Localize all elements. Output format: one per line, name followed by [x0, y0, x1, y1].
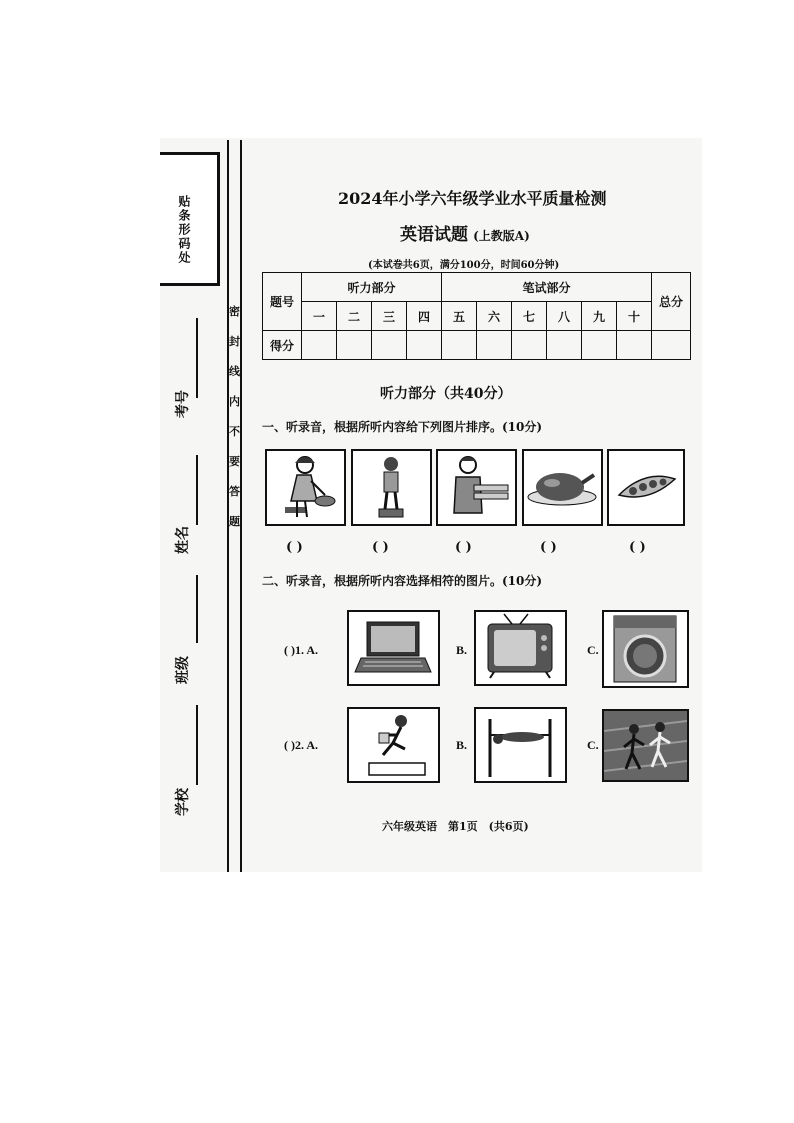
q2-item1-option-a-laptop[interactable]	[347, 610, 440, 686]
score-cell[interactable]	[547, 331, 582, 360]
field-label-school: 学校	[175, 788, 191, 816]
exam-title: 2024年小学六年级学业水平质量检测	[338, 189, 607, 208]
q2-item1-option-b-television[interactable]	[474, 610, 567, 686]
row-header: 题号	[263, 273, 302, 331]
score-cell[interactable]	[337, 331, 372, 360]
q1-image-man-with-sword	[436, 449, 517, 526]
col-9: 九	[582, 302, 617, 331]
score-cell[interactable]	[302, 331, 337, 360]
q2-item1-option-b-label: B.	[456, 643, 468, 657]
edition-label: (上教版A)	[473, 229, 530, 243]
q2-item2-option-c-running-race[interactable]	[602, 709, 689, 782]
q2-item2-option-a-long-jump[interactable]	[347, 707, 440, 783]
field-line-name	[196, 455, 198, 525]
q1-image-boy-on-scale	[351, 449, 432, 526]
field-line-id	[196, 318, 198, 398]
q1-answer-4[interactable]: ( )	[540, 540, 557, 555]
score-cell[interactable]	[372, 331, 407, 360]
q1-image-roast-chicken	[522, 449, 603, 526]
barcode-label: 贴条形码处	[177, 195, 191, 265]
field-label-name: 姓名	[175, 526, 191, 554]
writing-header: 笔试部分	[442, 273, 652, 302]
total-score-cell[interactable]	[652, 331, 691, 360]
q1-image-girl-washing	[265, 449, 346, 526]
field-line-class	[196, 575, 198, 643]
score-cell[interactable]	[477, 331, 512, 360]
binding-line-right	[240, 140, 242, 872]
q2-item2-option-c-label: C.	[587, 738, 599, 752]
score-cell[interactable]	[582, 331, 617, 360]
field-label-id: 考号	[175, 390, 191, 418]
exam-subtitle	[400, 220, 530, 245]
score-cell[interactable]	[442, 331, 477, 360]
q2-item2-option-b-label: B.	[456, 738, 468, 752]
col-6: 六	[477, 302, 512, 331]
col-8: 八	[547, 302, 582, 331]
q1-image-pea-pod	[607, 449, 685, 526]
score-table	[262, 272, 691, 360]
col-3: 三	[372, 302, 407, 331]
score-cell[interactable]	[617, 331, 652, 360]
q1-answer-2[interactable]: ( )	[372, 540, 389, 555]
question-1-instruction: 一、听录音，根据所听内容给下列图片排序。(10分)	[262, 420, 543, 434]
col-4: 四	[407, 302, 442, 331]
q2-item1-option-c-label: C.	[587, 643, 599, 657]
score-cell[interactable]	[407, 331, 442, 360]
question-2-instruction: 二、听录音，根据所听内容选择相符的图片。(10分)	[262, 574, 543, 588]
q2-item1-prefix[interactable]: ( )1. A.	[284, 643, 318, 657]
col-10: 十	[617, 302, 652, 331]
listening-header: 听力部分	[302, 273, 442, 302]
q2-item2-prefix[interactable]: ( )2. A.	[284, 738, 318, 752]
field-label-class: 班级	[175, 656, 191, 684]
barcode-box	[160, 152, 220, 286]
col-7: 七	[512, 302, 547, 331]
exam-note: (本试卷共6页，满分100分，时间60分钟)	[368, 260, 560, 271]
section-heading: 听力部分（共40分）	[380, 386, 512, 402]
col-1: 一	[302, 302, 337, 331]
q1-answer-1[interactable]: ( )	[286, 540, 303, 555]
total-header: 总分	[652, 273, 691, 331]
score-cell[interactable]	[512, 331, 547, 360]
col-5: 五	[442, 302, 477, 331]
field-line-school	[196, 705, 198, 785]
q1-answer-5[interactable]: ( )	[629, 540, 646, 555]
subject-title: 英语试题	[400, 225, 468, 245]
col-2: 二	[337, 302, 372, 331]
q1-answer-3[interactable]: ( )	[455, 540, 472, 555]
seal-text: 密 封 线 内 不 要 答 题	[229, 305, 240, 528]
q2-item1-option-c-washing-machine[interactable]	[602, 610, 689, 688]
q2-item2-option-b-high-jump[interactable]	[474, 707, 567, 783]
page-footer: 六年级英语 第1页 (共6页)	[382, 820, 529, 833]
score-row-label: 得分	[263, 331, 302, 360]
